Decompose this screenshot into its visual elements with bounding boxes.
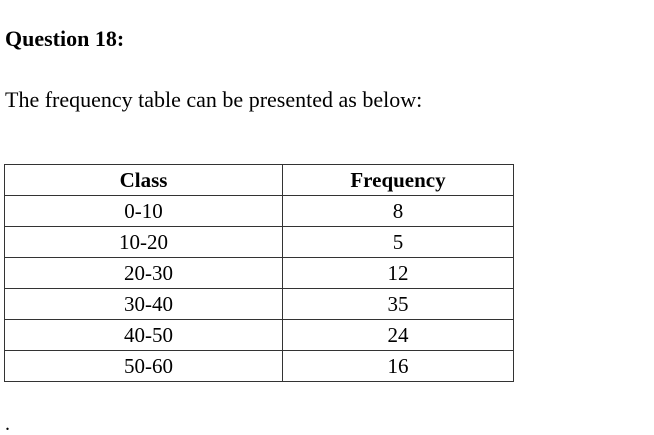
- table-header-row: [5, 165, 514, 196]
- table-row: [5, 258, 514, 289]
- table-row: [5, 351, 514, 382]
- header-frequency: Frequency: [283, 165, 514, 196]
- table-row: [5, 196, 514, 227]
- header-class: Class: [5, 165, 283, 196]
- cell-class: 0-10: [5, 196, 283, 227]
- cell-class: 40-50: [5, 320, 283, 351]
- cell-frequency: 8: [283, 196, 514, 227]
- intro-text: The frequency table can be presented as below:: [5, 87, 423, 112]
- cell-class: 30-40: [5, 289, 283, 320]
- cell-frequency: 16: [283, 351, 514, 382]
- cell-class: 50-60: [5, 351, 283, 382]
- table-row: [5, 289, 514, 320]
- cell-class: 10-20: [5, 227, 283, 258]
- cell-class: 20-30: [5, 258, 283, 289]
- table-row: [5, 227, 514, 258]
- cell-frequency: 12: [283, 258, 514, 289]
- cell-frequency: 5: [283, 227, 514, 258]
- frequency-table: [4, 164, 514, 382]
- cell-frequency: 35: [283, 289, 514, 320]
- table-row: [5, 320, 514, 351]
- trailing-mark: .: [5, 413, 10, 435]
- question-heading: Question 18:: [5, 26, 125, 51]
- cell-frequency: 24: [283, 320, 514, 351]
